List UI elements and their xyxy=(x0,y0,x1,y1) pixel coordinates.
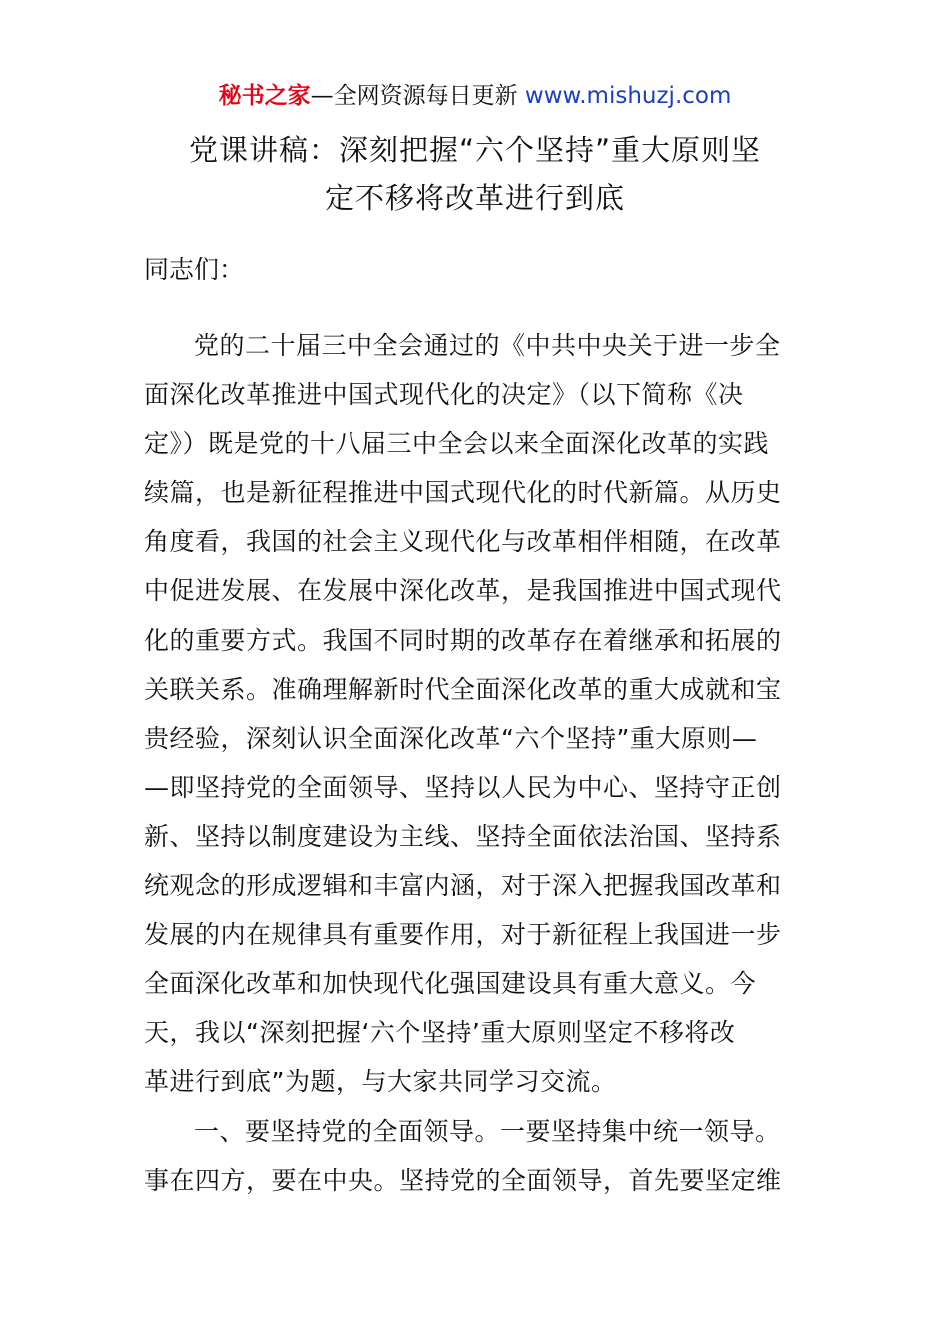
body-line: 贵经验，深刻认识全面深化改革“六个坚持”重大原则— xyxy=(144,723,758,753)
body-line: 中促进发展、在发展中深化改革，是我国推进中国式现代 xyxy=(144,576,782,606)
title-line-2: 定不移将改革进行到底 xyxy=(324,181,625,215)
banner-url-link[interactable]: www.mishuzj.com xyxy=(524,83,732,109)
body-text xyxy=(144,326,810,1210)
body-line: 角度看，我国的社会主义现代化与改革相伴相随，在改革 xyxy=(144,527,782,557)
title-line-1: 党课讲稿：深刻把握“六个坚持”重大原则坚 xyxy=(188,133,762,167)
body-line: 天，我以“深刻把握‘六个坚持’重大原则坚定不移将改 xyxy=(144,1018,736,1048)
body-line: 统观念的形成逻辑和丰富内涵，对于深入把握我国改革和 xyxy=(144,871,782,901)
body-line: 定》）既是党的十八届三中全会以来全面深化改革的实践 xyxy=(144,429,770,459)
body-line: 新、坚持以制度建设为主线、坚持全面依法治国、坚持系 xyxy=(144,821,782,851)
body-line: 党的二十届三中全会通过的《中共中央关于进一步全 xyxy=(194,331,781,360)
salutation: 同志们： xyxy=(144,255,245,284)
banner-brand: 秘书之家 xyxy=(218,83,311,109)
body-line: 面深化改革推进中国式现代化的决定》（以下简称《决 xyxy=(144,380,744,410)
body-line: 全面深化改革和加快现代化强国建设具有重大意义。今 xyxy=(144,969,757,999)
body-line: —即坚持党的全面领导、坚持以人民为中心、坚持守正创 xyxy=(144,772,782,802)
body-line: 革进行到底”为题，与大家共同学习交流。 xyxy=(144,1067,617,1097)
body-line: 化的重要方式。我国不同时期的改革存在着继承和拓展的 xyxy=(144,625,782,655)
body-line: 发展的内在规律具有重要作用，对于新征程上我国进一步 xyxy=(144,920,782,950)
body-line: 事在四方，要在中央。坚持党的全面领导，首先要坚定维 xyxy=(144,1165,782,1195)
document-title xyxy=(140,126,810,222)
site-banner xyxy=(0,80,950,112)
body-line: 关联关系。准确理解新时代全面深化改革的重大成就和宝 xyxy=(144,674,782,704)
body-line: 续篇，也是新征程推进中国式现代化的时代新篇。从历史 xyxy=(144,478,782,508)
section-heading-line: 一、要坚持党的全面领导。一要坚持集中统一领导。 xyxy=(194,1116,781,1146)
banner-tagline: —全网资源每日更新 xyxy=(310,83,525,109)
